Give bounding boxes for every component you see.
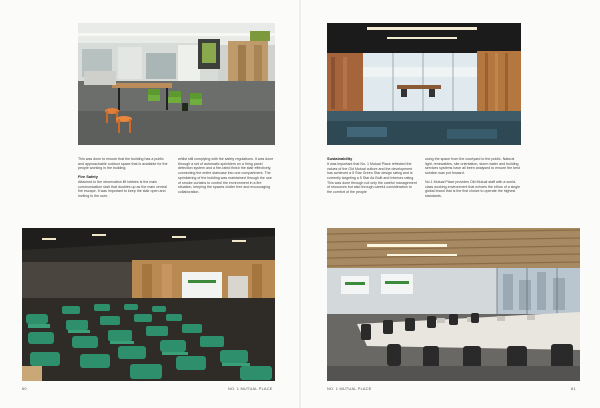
right-text-column-1 [327,157,417,199]
sustainability-heading: Sustainability [327,156,353,161]
left-text-column-2 [178,157,274,199]
photo-auditorium [22,228,275,381]
fire-safety-heading: Fire Safety [78,174,98,180]
left-running-footer: NO. 1 MUTUAL PLACE [228,386,273,391]
right-page [300,0,600,408]
photo-open-office [78,23,275,145]
left-page-number: 60 [22,386,27,391]
right-paragraph-3: No.1 Mutual Place provides Old Mutual staff with a world-class working environment that echoes the ethos of a single global brand that is the first choice to operate the highest standards. [425,179,521,198]
photo-boardroom [327,228,580,381]
photo-meeting-room [327,23,521,145]
left-paragraph-1: This was done to ensure that the building has a public and approachable outdoor space that is available for the people working in the building. [78,157,168,171]
right-paragraph-1: It was important that No. 1 Mutual Place reflected the values of the Old Mutual culture and the development has achieved a 5 Star Green Star design rating and is currently targeting a 5 Star As Built and Interiors rating. This was done through not only the careful management of resources but also through careful consideration to the comfort of the people [327,161,417,195]
right-page-number: 61 [571,386,576,391]
left-paragraph-3: whilst still complying with the safety regulations. It was done through a set of automatic sprinklers on a firing panel detection system and a fire-rated finish the stair effectively, connecting the entire staircase into one compartment. The sprinklering of the building was maintained through the use of smoke curtains to control the environment in a fire situation, keeping the spaces clutter free and encouraging collaboration. [178,157,274,194]
left-paragraph-2: Attached to the observation lift lobbies is the main communication stair that doubles up as the main central fire escape. It was important to keep the stair open and inviting to the user, [78,179,167,199]
left-text-column-1 [78,157,170,203]
right-paragraph-2: using the space from the courtyard to the public. Natural light, renewables, site orientation, storm water and building services systems have all been analysed to ensure the best solution was put forward. [425,157,520,176]
right-text-column-2 [425,157,521,203]
right-running-footer: NO. 1 MUTUAL PLACE [327,386,372,391]
